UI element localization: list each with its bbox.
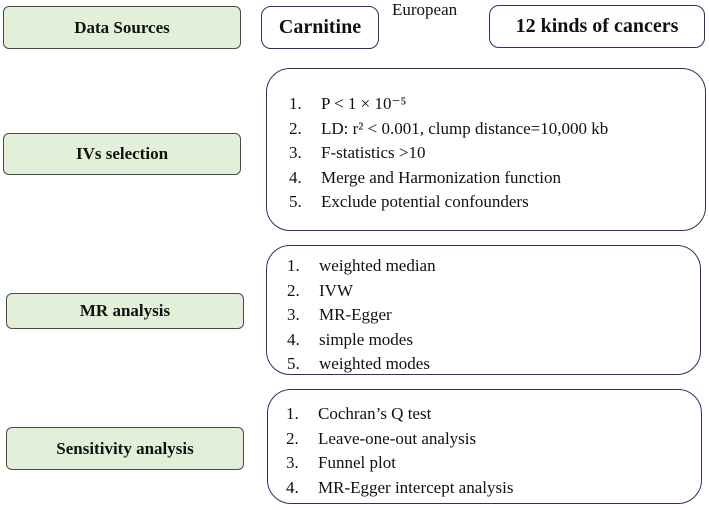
- list-item: 4. Merge and Harmonization function: [289, 167, 561, 187]
- list-item: 2. LD: r² < 0.001, clump distance=10,000 kb: [289, 118, 609, 138]
- list-item: 5. weighted modes: [287, 354, 430, 373]
- mr-analysis-list: [267, 246, 700, 377]
- mr-analysis-label: MR analysis: [6, 293, 244, 329]
- ivs-selection-list: [267, 69, 705, 215]
- list-item: 2. IVW: [287, 280, 353, 300]
- sensitivity-analysis-label: Sensitivity analysis: [6, 427, 244, 470]
- list-item: 1. Cochran’s Q test: [286, 404, 432, 423]
- sensitivity-analysis-card: [267, 389, 702, 504]
- ivs-selection-label: IVs selection: [3, 133, 241, 175]
- list-item: 3. MR-Egger: [287, 305, 392, 324]
- list-item: 3. F-statistics >10: [289, 143, 426, 162]
- list-item: 3. Funnel plot: [286, 453, 396, 472]
- population-label: European: [392, 0, 458, 19]
- list-item: 4. MR-Egger intercept analysis: [286, 477, 514, 497]
- list-item: 1. P < 1 × 10⁻⁵: [289, 94, 407, 113]
- list-item: 4. simple modes: [287, 329, 413, 349]
- list-item: 1. weighted median: [287, 256, 436, 275]
- data-sources-label: Data Sources: [3, 6, 241, 49]
- sensitivity-analysis-list: [268, 390, 701, 500]
- outcome-box: 12 kinds of cancers: [489, 5, 705, 48]
- mr-analysis-card: [266, 245, 701, 375]
- ivs-selection-card: [266, 68, 706, 231]
- list-item: 5. Exclude potential confounders: [289, 192, 529, 211]
- list-item: 2. Leave-one-out analysis: [286, 428, 477, 448]
- exposure-box: Carnitine: [261, 6, 379, 49]
